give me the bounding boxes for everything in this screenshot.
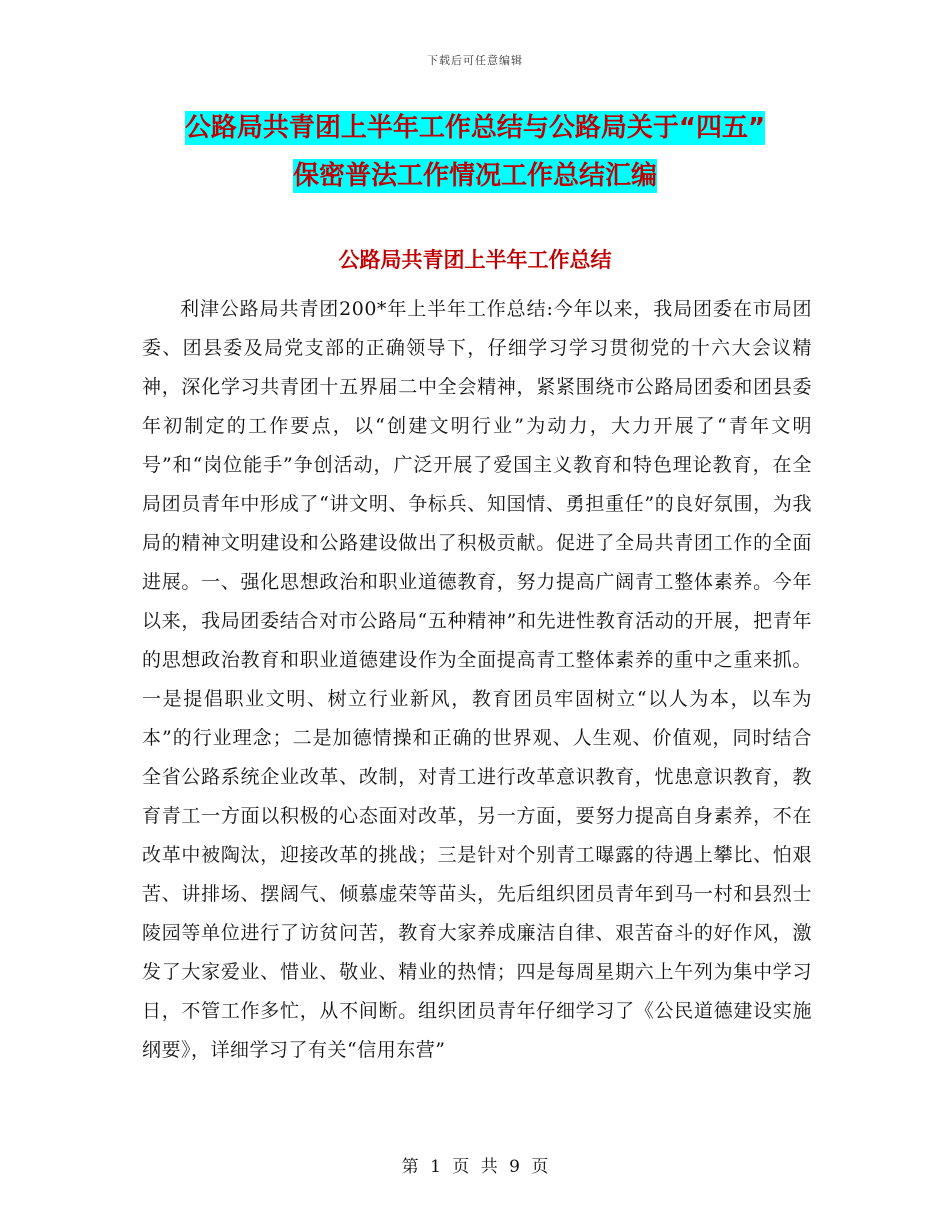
title-line-2: 保密普法工作情况工作总结汇编 [292,161,657,191]
body-paragraph: 利津公路局共青团200*年上半年工作总结:今年以来，我局团委在市局团委、团县委及局党支部的正确领导下，仔细学习学习贯彻党的十六大会议精神，深化学习共青团十五界届二中全会精神，紧紧围绕市公路局团委和团县委年初制定的工作要点，以“创建文明行业”为动力，大力开展了“青年文明号”和“岗位能手”争创活动，广泛开展了爱国主义教育和特色理论教育，在全局团员青年中形成了“讲文明、争标兵、知国情、勇担重任”的良好氛围，为我局的精神文明建设和公路建设做出了积极贡献。促进了全局共青团工作的全面进展。一、强化思想政治和职业道德教育，努力提高广阔青工整体素养。今年以来，我局团委结合对市公路局“五种精神”和先进性教育活动的开展，把青年的思想政治教育和职业道德建设作为全面提高青工整体素养的重中之重来抓。一是提倡职业文明、树立行业新风，教育团员牢固树立“以人为本，以车为本”的行业理念；二是加德情操和正确的世界观、人生观、价值观，同时结合全省公路系统企业改革、改制，对青工进行改革意识教育，忧患意识教育，教育青工一方面以积极的心态面对改革，另一方面，要努力提高自身素养，不在改革中被陶汰，迎接改革的挑战；三是针对个别青工曝露的待遇上攀比、怕艰苦、讲排场、摆阔气、倾慕虚荣等苗头，先后组织团员青年到马一村和县烈士陵园等单位进行了访贫问苦，教育大家养成廉洁自律、艰苦奋斗的好作风，激发了大家爱业、惜业、敬业、精业的热情；四是每周星期六上午列为集中学习日，不管工作多忙，从不间断。组织团员青年仔细学习了《公民道德建设实施纲要》，详细学习了有关“信用东营” [142,298,812,1061]
page-number: 第 1 页 共 9 页 [401,1157,549,1177]
document-title [120,104,830,200]
section-title: 公路局共青团上半年工作总结 [338,248,612,272]
header-note: 下载后可任意编辑 [427,54,523,67]
title-line-1: 公路局共青团上半年工作总结与公路局关于“四五” [184,113,766,143]
